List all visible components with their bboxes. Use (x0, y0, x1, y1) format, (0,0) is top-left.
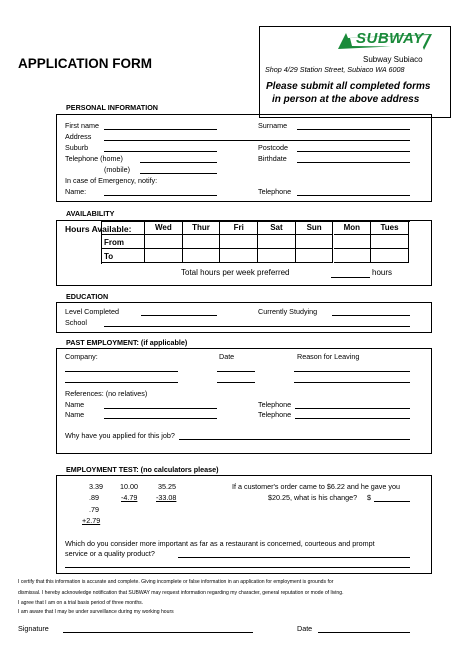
logo-text: SUBWAY (356, 30, 424, 47)
employment-heading: PAST EMPLOYMENT: (if applicable) (66, 338, 188, 347)
total-hours-field[interactable] (331, 277, 370, 278)
ref-tel-1-field[interactable] (295, 408, 410, 409)
availability-heading: AVAILABILITY (66, 209, 115, 218)
ref-name-2-field[interactable] (104, 418, 217, 419)
day-header-6 (371, 221, 409, 235)
first-name-field[interactable] (104, 129, 217, 130)
to-label: To (104, 252, 114, 261)
day-header-0 (145, 221, 183, 235)
postcode-label: Postcode (258, 143, 288, 152)
tel-home-label: Telephone (home) (65, 154, 123, 163)
postcode-field[interactable] (297, 151, 410, 152)
surname-field[interactable] (297, 129, 410, 130)
references-label: References: (no relatives) (65, 389, 148, 398)
signature-label: Signature (18, 624, 49, 633)
test-col2-v1: 10.00 (120, 482, 138, 491)
address-label: Address (65, 132, 92, 141)
cert-line-2: dismissal. I hereby acknowledge notification that SUBWAY may request information regarding my character, general reputation or mode of living. (18, 590, 344, 596)
birthdate-label: Birthdate (258, 154, 287, 163)
day-header-4 (296, 221, 334, 235)
company-label: Company: (65, 352, 98, 361)
why-applied-field[interactable] (179, 439, 410, 440)
ref-name-1-label: Name (65, 400, 85, 409)
date-footer-field[interactable] (318, 632, 410, 633)
cert-line-3: I agree that I am on a trial basis period of three months. (18, 600, 144, 606)
ref-tel-2-field[interactable] (295, 418, 410, 419)
from-cell-sat[interactable] (258, 235, 296, 249)
address-field[interactable] (104, 140, 410, 141)
date-field-2[interactable] (217, 382, 255, 383)
emergency-label: In case of Emergency, notify: (65, 176, 158, 185)
day-label: Sun (306, 223, 322, 232)
ref-tel-1-label: Telephone (258, 400, 292, 409)
change-question-line1: If a customer's order came to $6.22 and he gave you (232, 482, 400, 491)
emergency-name-field[interactable] (104, 195, 217, 196)
surname-label: Surname (258, 121, 288, 130)
day-header-2 (220, 221, 258, 235)
signature-field[interactable] (63, 632, 253, 633)
test-col2-v2: -4.79 (121, 493, 138, 502)
suburb-field[interactable] (104, 151, 217, 152)
from-cell-fri[interactable] (220, 235, 258, 249)
birthdate-field[interactable] (297, 162, 410, 163)
page-title: APPLICATION FORM (18, 56, 152, 71)
ref-name-1-field[interactable] (104, 408, 217, 409)
day-label: Fri (233, 223, 244, 232)
personal-heading: PERSONAL INFORMATION (66, 103, 158, 112)
from-cell-thur[interactable] (183, 235, 221, 249)
company-field-1[interactable] (65, 371, 178, 372)
submit-note-line1: Please submit all completed forms (266, 81, 431, 92)
to-cell-sun[interactable] (296, 249, 334, 263)
preference-answer-field-1[interactable] (178, 557, 410, 558)
date-field-1[interactable] (217, 371, 255, 372)
ref-name-2-label: Name (65, 410, 85, 419)
suburb-label: Suburb (65, 143, 89, 152)
first-name-label: First name (65, 121, 99, 130)
test-col3-v2: -33.08 (156, 493, 177, 502)
store-name: Subway Subiaco (363, 55, 423, 64)
from-cell-wed[interactable] (145, 235, 183, 249)
hours-available-label: Hours Available: (65, 224, 132, 234)
from-cell-tues[interactable] (371, 235, 409, 249)
emergency-telephone-label: Telephone (258, 187, 292, 196)
cert-line-1: I certify that this information is accurate and complete. Giving incomplete or false information in an application for employment is grounds for (18, 579, 334, 585)
currently-studying-field[interactable] (332, 315, 410, 316)
mobile-label: (mobile) (104, 165, 130, 174)
day-header-1 (183, 221, 221, 235)
submit-note-line2: in person at the above address (272, 94, 420, 105)
why-applied-label: Why have you applied for this job? (65, 431, 175, 440)
to-cell-mon[interactable] (334, 249, 372, 263)
tel-home-field[interactable] (140, 162, 217, 163)
subway-logo (336, 29, 436, 51)
change-answer-field[interactable] (374, 501, 410, 502)
dollar-sign: $ (367, 493, 371, 502)
company-field-2[interactable] (65, 382, 178, 383)
from-cell-mon[interactable] (334, 235, 372, 249)
test-col1-v3: .79 (89, 505, 99, 514)
from-cell-sun[interactable] (296, 235, 334, 249)
reason-field-1[interactable] (294, 371, 410, 372)
day-label: Tues (380, 223, 399, 232)
test-col1-v1: 3.39 (89, 482, 103, 491)
day-label: Thur (192, 223, 210, 232)
to-cell-wed[interactable] (145, 249, 183, 263)
education-heading: EDUCATION (66, 292, 109, 301)
day-header-3 (258, 221, 296, 235)
emergency-name-label: Name: (65, 187, 87, 196)
preference-answer-field-2[interactable] (65, 567, 410, 568)
preference-question-line2: service or a quality product? (65, 549, 155, 558)
test-col3-v1: 35.25 (158, 482, 176, 491)
from-label: From (104, 238, 124, 247)
test-col1-v2: .89 (89, 493, 99, 502)
test-col1-v4: +2.79 (82, 516, 101, 525)
to-cell-sat[interactable] (258, 249, 296, 263)
ref-tel-2-label: Telephone (258, 410, 292, 419)
school-field[interactable] (104, 326, 410, 327)
date-footer-label: Date (297, 624, 313, 633)
change-question-line2: $20.25, what is his change? (268, 493, 358, 502)
cert-line-4: I am aware that I may be under surveillance during my working hours (18, 609, 174, 615)
day-label: Sat (270, 223, 283, 232)
hours-unit-label: hours (372, 268, 393, 277)
reason-label: Reason for Leaving (297, 352, 360, 361)
level-completed-label: Level Completed (65, 307, 119, 316)
mobile-field[interactable] (140, 173, 217, 174)
day-label: Mon (343, 223, 361, 232)
store-address: Shop 4/29 Station Street, Subiaco WA 6008 (265, 65, 405, 74)
reason-field-2[interactable] (294, 382, 410, 383)
total-hours-label: Total hours per week preferred (181, 268, 290, 277)
level-completed-field[interactable] (141, 315, 217, 316)
test-heading: EMPLOYMENT TEST: (no calculators please) (66, 465, 219, 474)
day-label: Wed (154, 223, 172, 232)
emergency-telephone-field[interactable] (297, 195, 410, 196)
date-label: Date (219, 352, 235, 361)
to-cell-thur[interactable] (183, 249, 221, 263)
to-cell-fri[interactable] (220, 249, 258, 263)
day-header-5 (334, 221, 372, 235)
preference-question-line1: Which do you consider more important as far as a restaurant is concerned, courteous and prompt (65, 539, 375, 548)
grid-header-blank-cell (101, 221, 145, 235)
to-cell-tues[interactable] (371, 249, 409, 263)
school-label: School (65, 318, 87, 327)
currently-studying-label: Currently Studying (258, 307, 318, 316)
